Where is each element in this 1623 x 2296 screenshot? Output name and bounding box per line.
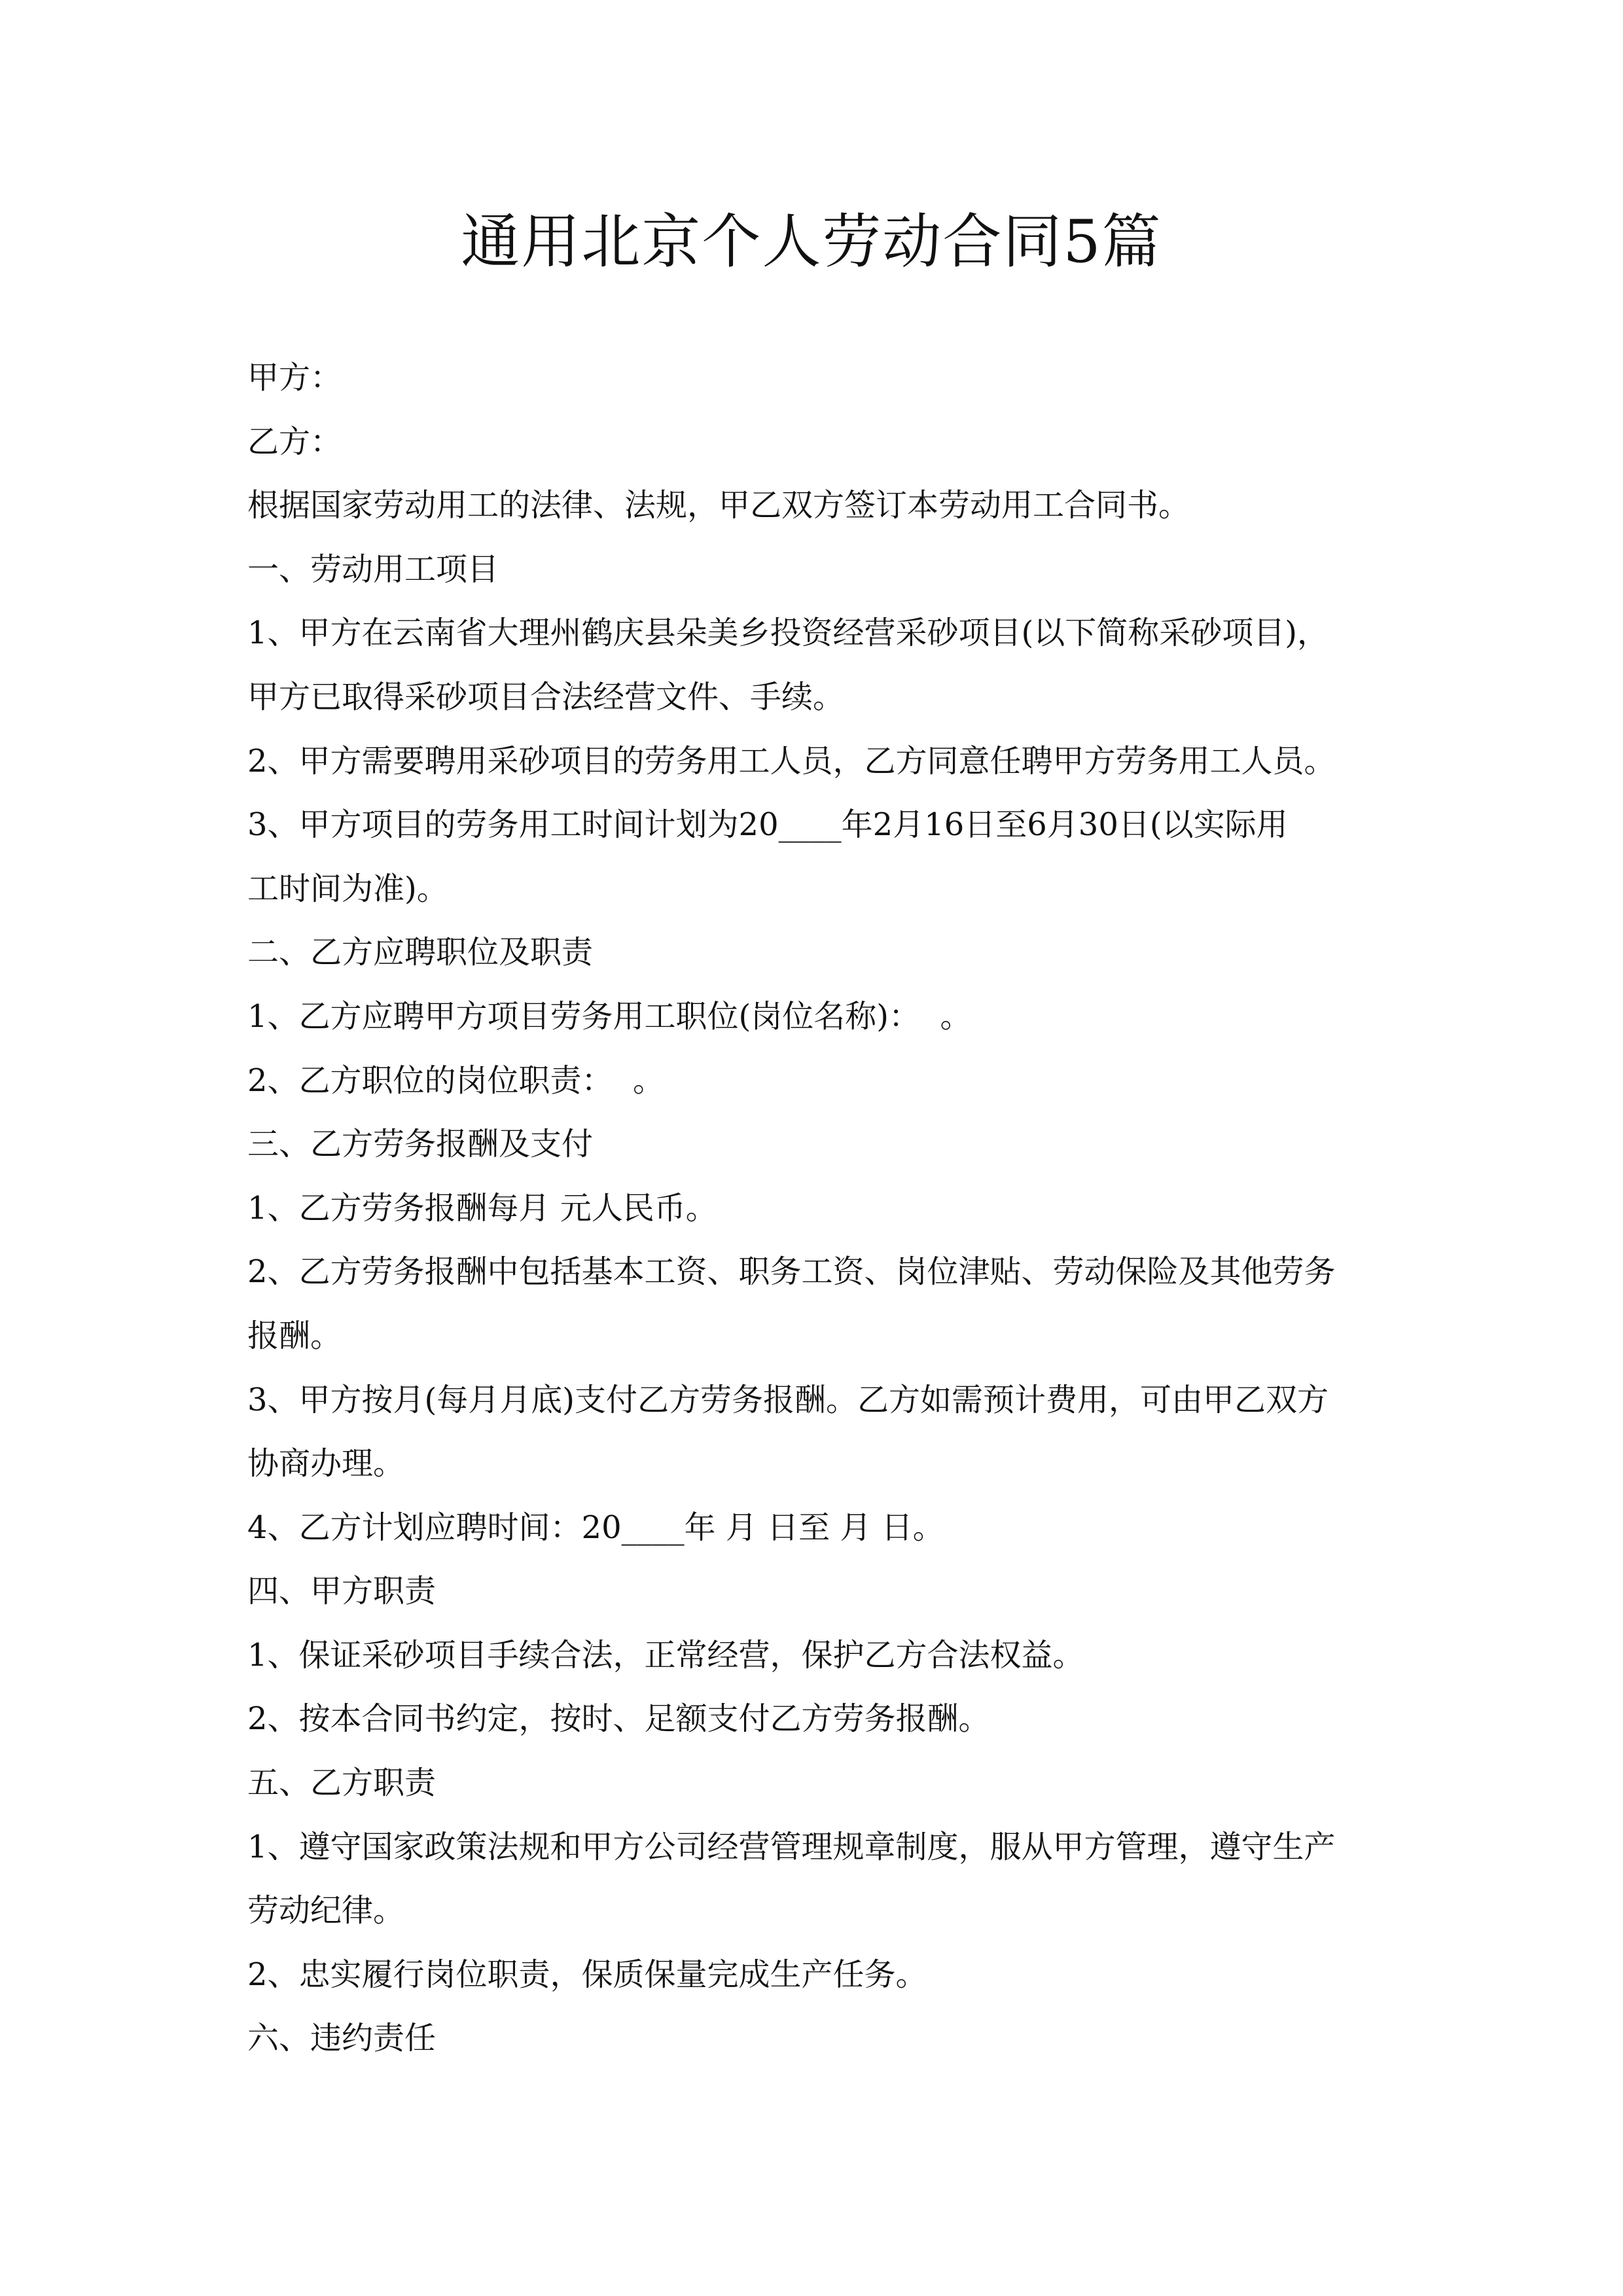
- text-line: 2、忠实履行岗位职责，保质保量完成生产任务。: [247, 1956, 927, 1993]
- text-line: 2、按本合同书约定，按时、足额支付乙方劳务报酬。: [247, 1700, 990, 1738]
- text-line: 甲方已取得采砂项目合法经营文件、手续。: [247, 678, 845, 715]
- text-line: 六、违约责任: [247, 2020, 437, 2057]
- text-line: 4、乙方计划应聘时间：20____年 月 日至 月 日。: [247, 1509, 944, 1546]
- text-line: 2、乙方职位的岗位职责： 。: [247, 1062, 665, 1099]
- text-line: 乙方：: [247, 423, 342, 460]
- text-line: 四、甲方职责: [247, 1573, 437, 1610]
- text-line: 报酬。: [247, 1317, 342, 1354]
- text-line: 3、甲方按月(每月月底)支付乙方劳务报酬。乙方如需预计费用，可由甲乙双方: [247, 1381, 1329, 1418]
- text-line: 二、乙方应聘职位及职责: [247, 934, 594, 971]
- text-line: 2、甲方需要聘用采砂项目的劳务用工人员，乙方同意任聘甲方劳务用工人员。: [247, 742, 1336, 780]
- document-body: [247, 346, 1399, 2071]
- text-line: 1、遵守国家政策法规和甲方公司经营管理规章制度，服从甲方管理，遵守生产: [247, 1828, 1336, 1865]
- text-line: 工时间为准)。: [247, 870, 448, 907]
- text-line: 甲方：: [247, 359, 342, 396]
- text-line: 1、保证采砂项目手续合法，正常经营，保护乙方合法权益。: [247, 1636, 1084, 1674]
- text-line: 2、乙方劳务报酬中包括基本工资、职务工资、岗位津贴、劳动保险及其他劳务: [247, 1253, 1336, 1291]
- text-line: 1、乙方应聘甲方项目劳务用工职位(岗位名称)： 。: [247, 997, 972, 1035]
- text-line: 劳动纪律。: [247, 1892, 405, 1929]
- text-line: 3、甲方项目的劳务用工时间计划为20____年2月16日至6月30日(以实际用: [247, 806, 1288, 844]
- text-line: 根据国家劳动用工的法律、法规，甲乙双方签订本劳动用工合同书。: [247, 487, 1190, 524]
- text-line: 协商办理。: [247, 1445, 405, 1482]
- text-line: 1、甲方在云南省大理州鹤庆县朵美乡投资经营采砂项目(以下简称采砂项目)，: [247, 615, 1329, 652]
- document-title: 通用北京个人劳动合同5篇: [461, 207, 1162, 276]
- text-line: 三、乙方劳务报酬及支付: [247, 1126, 594, 1163]
- text-line: 一、劳动用工项目: [247, 550, 499, 588]
- text-line: 五、乙方职责: [247, 1765, 437, 1802]
- text-line: 1、乙方劳务报酬每月 元人民币。: [247, 1189, 717, 1227]
